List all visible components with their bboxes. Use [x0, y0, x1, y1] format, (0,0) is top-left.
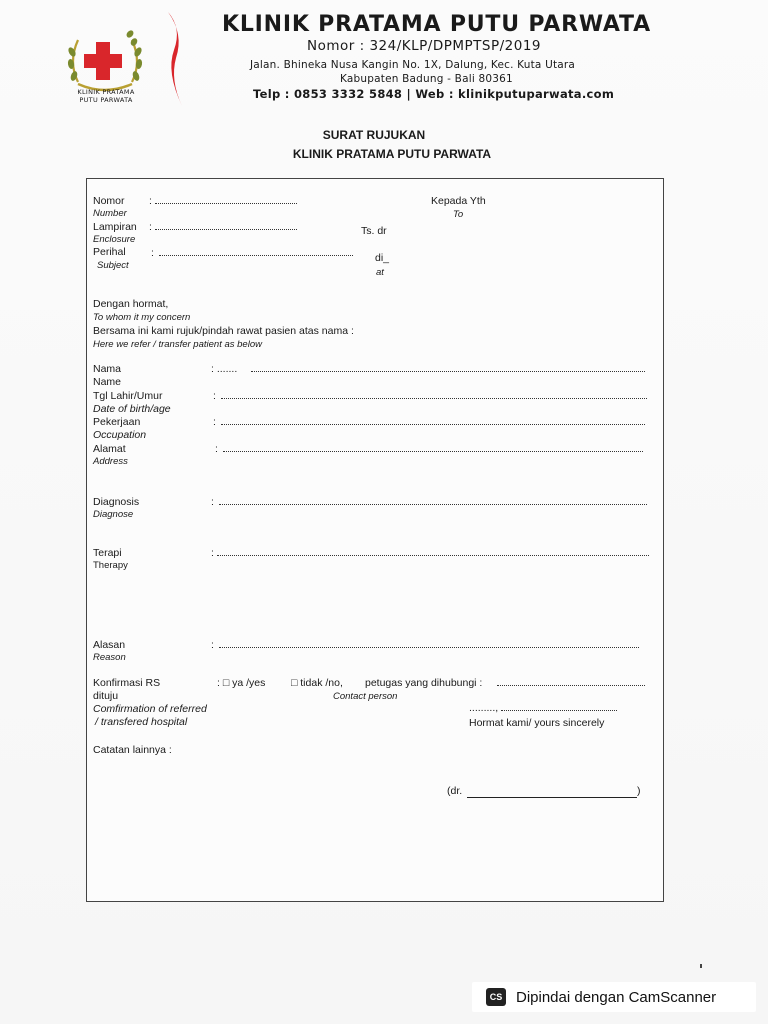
konfirmasi-label-en1: Comfirmation of referred	[93, 703, 207, 715]
tgl-lahir-field[interactable]	[221, 391, 647, 399]
konfirmasi-label-en2: / transfered hospital	[95, 716, 188, 728]
nama-label-en: Name	[93, 376, 122, 388]
date-field[interactable]	[501, 703, 617, 711]
pekerjaan-label-en: Occupation	[93, 429, 147, 441]
alamat-field[interactable]	[223, 444, 643, 452]
document-subtitle: KLINIK PRATAMA PUTU PARWATA	[292, 147, 492, 161]
lampiran-label-en: Enclosure	[93, 234, 136, 245]
terapi-label: Terapi	[93, 547, 122, 559]
referral-form	[86, 178, 664, 902]
clinic-contact: Telp : 0853 3332 5848 | Web : klinikputuparwata.com	[253, 87, 615, 101]
terapi-field[interactable]	[217, 548, 649, 556]
scan-speck	[700, 964, 702, 968]
perihal-field[interactable]	[159, 248, 353, 256]
logo-caption-line2: PUTU PARWATA	[79, 96, 133, 104]
ts-dr-label: Ts. dr	[361, 225, 387, 237]
nama-prefix: : .......	[211, 363, 238, 375]
konfirmasi-label-2: dituju	[93, 690, 119, 702]
document-title: SURAT RUJUKAN	[322, 128, 426, 142]
diagnosis-field[interactable]	[219, 497, 647, 505]
di-label-en: at	[376, 267, 384, 278]
alamat-colon: :	[215, 443, 218, 455]
alasan-label: Alasan	[93, 639, 126, 651]
greeting: Dengan hormat,	[93, 298, 169, 310]
signature-line[interactable]	[467, 797, 637, 798]
kepada-label: Kepada Yth	[431, 195, 486, 207]
option-yes-checkbox[interactable]: : □ ya /yes	[217, 677, 266, 689]
date-prefix: .........,	[469, 702, 499, 714]
pekerjaan-field[interactable]	[221, 417, 645, 425]
pekerjaan-label: Pekerjaan	[93, 416, 141, 428]
logo-caption-line1: KLINIK PRATAMA	[77, 88, 135, 96]
lampiran-label: Lampiran	[93, 221, 137, 233]
notes-label: Catatan lainnya :	[93, 744, 172, 756]
lampiran-colon: :	[149, 221, 152, 233]
tgl-lahir-colon: :	[213, 390, 216, 402]
pekerjaan-colon: :	[213, 416, 216, 428]
signature-close: )	[637, 785, 641, 797]
perihal-label-en: Subject	[97, 260, 129, 271]
diagnosis-label-en: Diagnose	[93, 509, 134, 520]
terapi-label-en: Therapy	[93, 560, 128, 571]
terapi-colon: :	[211, 547, 214, 559]
diagnosis-colon: :	[211, 496, 214, 508]
red-swoosh-decoration	[160, 10, 190, 110]
intro-text: Bersama ini kami rujuk/pindah rawat pasien atas nama :	[93, 325, 354, 337]
intro-text-en: Here we refer / transfer patient as below	[93, 339, 262, 350]
camscanner-icon: CS	[486, 988, 506, 1006]
nomor-colon: :	[149, 195, 152, 207]
camscanner-text: Dipindai dengan CamScanner	[516, 988, 717, 1006]
nomor-label-en: Number	[93, 208, 127, 219]
clinic-address-line2: Kabupaten Badung - Bali 80361	[340, 73, 513, 85]
alasan-field[interactable]	[219, 640, 639, 648]
alamat-label: Alamat	[93, 443, 126, 455]
clinic-address-line1: Jalan. Bhineka Nusa Kangin No. 1X, Dalung, Kec. Kuta Utara	[250, 59, 576, 71]
perihal-colon: :	[151, 247, 154, 259]
lampiran-field[interactable]	[155, 222, 297, 230]
option-no-checkbox[interactable]: □ tidak /no,	[291, 677, 343, 689]
camscanner-watermark	[472, 982, 756, 1012]
alamat-label-en: Address	[93, 456, 128, 467]
tgl-lahir-label: Tgl Lahir/Umur	[93, 390, 163, 402]
alasan-label-en: Reason	[93, 652, 126, 663]
nomor-field[interactable]	[155, 196, 297, 204]
nomor-label: Nomor	[93, 195, 125, 207]
closing-text: Hormat kami/ yours sincerely	[469, 717, 605, 729]
clinic-name: KLINIK PRATAMA PUTU PARWATA	[222, 12, 651, 37]
kepada-label-en: To	[453, 209, 464, 220]
signature-open: (dr.	[447, 785, 463, 797]
di-label: di_	[375, 252, 390, 264]
clinic-license-number: Nomor : 324/KLP/DPMPTSP/2019	[307, 38, 542, 54]
perihal-label: Perihal	[93, 246, 126, 258]
contact-person-field[interactable]	[497, 678, 645, 686]
greeting-en: To whom it my concern	[93, 312, 191, 323]
nama-field[interactable]	[251, 364, 645, 372]
nama-label: Nama	[93, 363, 122, 375]
diagnosis-label: Diagnosis	[93, 496, 140, 508]
contact-person-label-en: Contact person	[333, 691, 398, 702]
logo-caption	[56, 88, 156, 104]
alasan-colon: :	[211, 639, 214, 651]
konfirmasi-label: Konfirmasi RS	[93, 677, 161, 689]
tgl-lahir-label-en: Date of birth/age	[93, 403, 171, 415]
contact-person-label: petugas yang dihubungi :	[365, 677, 483, 689]
